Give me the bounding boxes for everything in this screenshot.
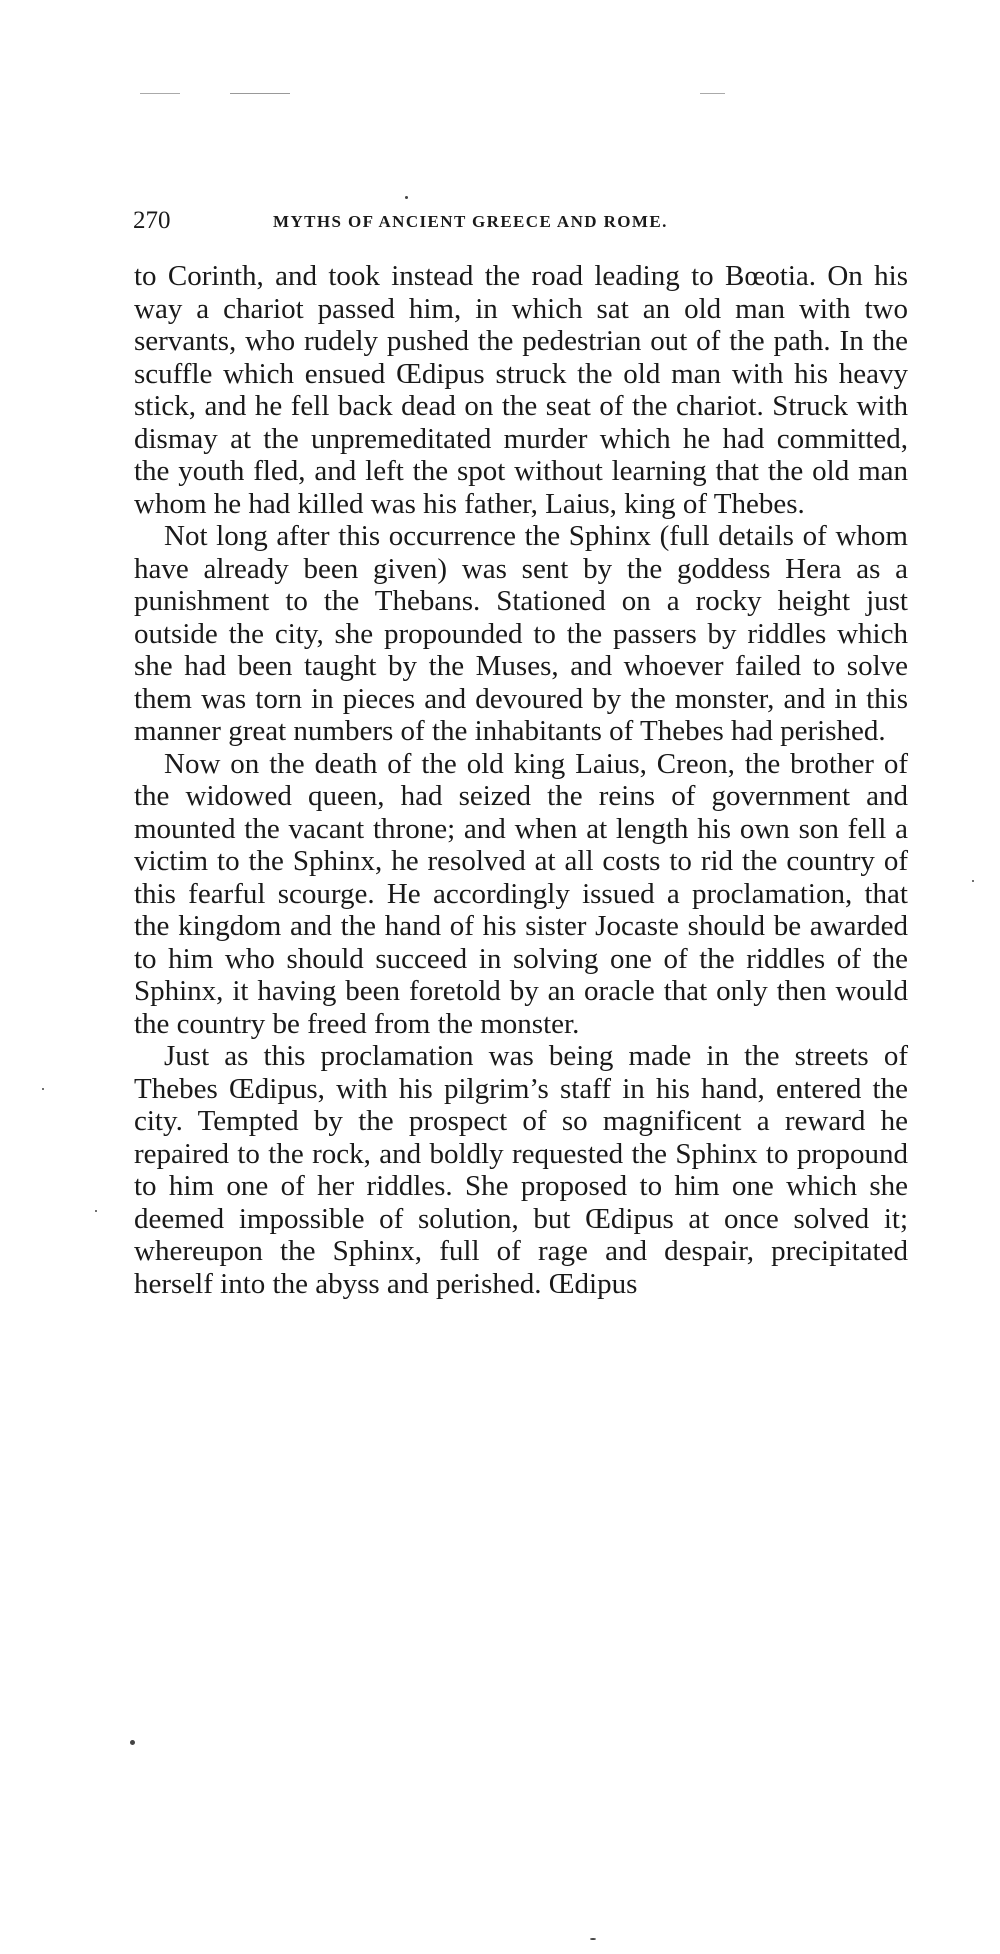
paragraph-4: Just as this proclamation was being made in the streets of Thebes Œdipus, with his pilgrim’s staff in his hand, entered the city. Tempted by the prospect of so magnificent a reward he repaired to the rock, and boldly requested the Sphinx to propound to him one of her riddles. She proposed to him one which she deemed impossible of solution, but Œdipus at once solved it; whereupon the Sphinx, full of rage and despair, precipitated herself into the abyss and perished. Œdipus (134, 1040, 908, 1300)
paragraph-3: Now on the death of the old king Laius, Creon, the brother of the widowed queen, had seized the reins of government and mounted the vacant throne; and when at length his own son fell a victim to the Sphinx, he resolved at all costs to rid the country of this fearful scourge. He accordingly issued a proclamation, that the kingdom and the hand of his sister Jocaste should be awarded to him who should succeed in solving one of the riddles of the Sphinx, it having been foretold by an oracle that only then would the country be freed from the monster. (134, 747, 908, 1040)
scan-speck (130, 1740, 135, 1745)
page-header (133, 203, 909, 239)
scan-speck (405, 196, 408, 199)
scan-speck (95, 1210, 97, 1212)
scan-speck (230, 93, 290, 94)
body-text (134, 260, 908, 1300)
paragraph-1: to Corinth, and took instead the road leading to Bœotia. On his way a chariot passed him, in which sat an old man with two servants, who rudely pushed the pedestrian out of the path. In the scuffle which ensued Œdipus struck the old man with his heavy stick, and he fell back dead on the seat of the chariot. Struck with dismay at the unpremeditated murder which he had committed, the youth fled, and left the spot without learning that the old man whom he had killed was his father, Laius, king of Thebes. (134, 260, 908, 520)
paragraph-2: Not long after this occurrence the Sphinx (full details of whom have already been given) was sent by the goddess Hera as a punishment to the Thebans. Stationed on a rocky height just outside the city, she propounded to the passers by riddles which she had been taught by the Muses, and whoever failed to solve them was torn in pieces and devoured by the monster, and in this manner great numbers of the inhabitants of Thebes had perished. (134, 520, 908, 747)
scan-speck (590, 1938, 596, 1940)
page-number: 270 (133, 207, 171, 234)
scan-speck (972, 880, 974, 882)
scan-speck (140, 93, 180, 94)
scan-speck (700, 93, 725, 94)
scan-speck (42, 1088, 44, 1090)
running-head: MYTHS OF ANCIENT GREECE AND ROME. (273, 212, 668, 231)
